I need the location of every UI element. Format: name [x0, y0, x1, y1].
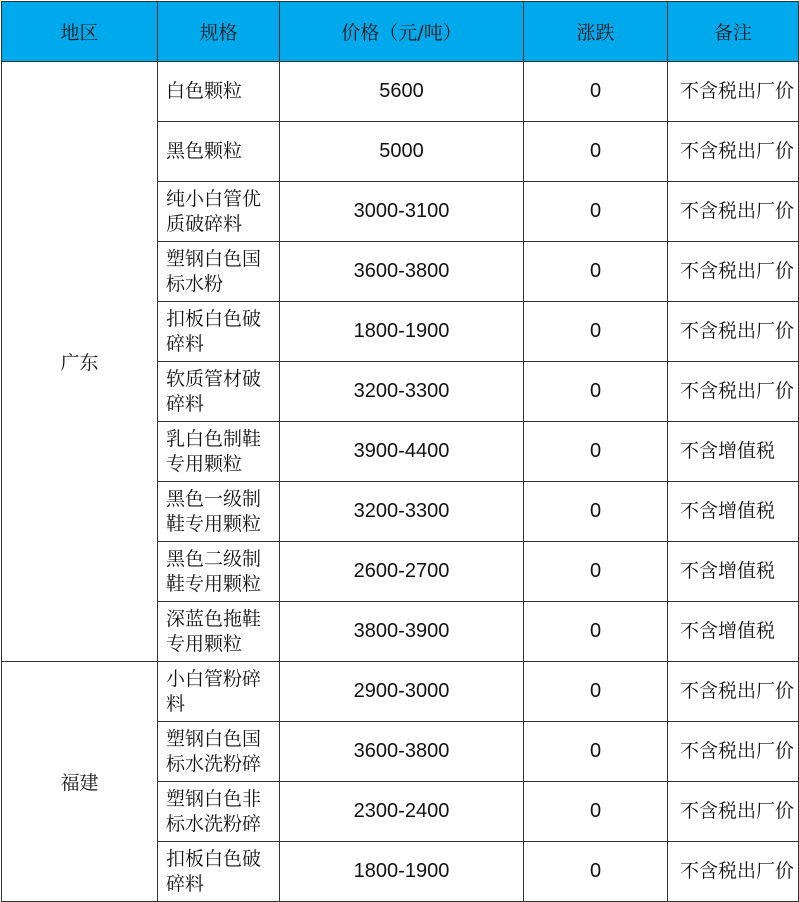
spec-cell — [158, 782, 280, 842]
spec-cell — [158, 242, 280, 302]
header-region: 地区 — [2, 2, 158, 62]
change-cell: 0 — [524, 542, 668, 602]
change-cell: 0 — [524, 422, 668, 482]
spec-cell — [158, 362, 280, 422]
spec-cell — [158, 122, 280, 182]
spec-text: 扣板白色破碎料 — [166, 307, 262, 355]
spec-cell — [158, 842, 280, 902]
header-change: 涨跌 — [524, 2, 668, 62]
spec-cell — [158, 182, 280, 242]
price-cell: 2900-3000 — [280, 662, 524, 722]
spec-text: 黑色二级制鞋专用颗粒 — [166, 547, 262, 595]
change-cell: 0 — [524, 782, 668, 842]
note-cell: 不含税出厂价 — [668, 122, 799, 182]
spec-cell — [158, 482, 280, 542]
price-cell: 3000-3100 — [280, 182, 524, 242]
spec-text: 白色颗粒 — [166, 80, 243, 102]
note-cell: 不含税出厂价 — [668, 182, 799, 242]
header-note: 备注 — [668, 2, 799, 62]
price-cell: 5000 — [280, 122, 524, 182]
spec-text: 乳白色制鞋专用颗粒 — [166, 427, 262, 475]
spec-cell — [158, 722, 280, 782]
table-header — [2, 2, 799, 62]
price-cell: 3600-3800 — [280, 242, 524, 302]
spec-cell — [158, 662, 280, 722]
note-cell: 不含增值税 — [668, 542, 799, 602]
region-cell: 广东 — [2, 62, 158, 662]
table-body — [2, 62, 799, 902]
spec-cell — [158, 542, 280, 602]
header-row — [2, 2, 799, 62]
spec-cell — [158, 602, 280, 662]
price-cell: 5600 — [280, 62, 524, 122]
spec-text: 黑色颗粒 — [166, 140, 243, 162]
price-table — [1, 1, 799, 902]
change-cell: 0 — [524, 302, 668, 362]
note-cell: 不含税出厂价 — [668, 722, 799, 782]
change-cell: 0 — [524, 62, 668, 122]
note-cell: 不含税出厂价 — [668, 362, 799, 422]
change-cell: 0 — [524, 122, 668, 182]
spec-text: 塑钢白色国标水粉 — [166, 247, 262, 295]
change-cell: 0 — [524, 602, 668, 662]
price-cell: 3800-3900 — [280, 602, 524, 662]
spec-text: 扣板白色破碎料 — [166, 847, 262, 895]
note-cell: 不含税出厂价 — [668, 302, 799, 362]
change-cell: 0 — [524, 242, 668, 302]
note-cell: 不含税出厂价 — [668, 62, 799, 122]
price-cell: 3200-3300 — [280, 362, 524, 422]
change-cell: 0 — [524, 482, 668, 542]
table-row — [2, 62, 799, 122]
spec-cell — [158, 302, 280, 362]
spec-text: 软质管材破碎料 — [166, 367, 262, 415]
header-price: 价格（元/吨） — [280, 2, 524, 62]
spec-text: 塑钢白色国标水洗粉碎 — [166, 727, 262, 775]
note-cell: 不含增值税 — [668, 422, 799, 482]
header-spec: 规格 — [158, 2, 280, 62]
spec-cell — [158, 422, 280, 482]
region-cell: 福建 — [2, 662, 158, 902]
spec-text: 纯小白管优质破碎料 — [166, 187, 262, 235]
spec-text: 塑钢白色非标水洗粉碎 — [166, 787, 262, 835]
spec-text: 深蓝色拖鞋专用颗粒 — [166, 607, 262, 655]
change-cell: 0 — [524, 362, 668, 422]
price-cell: 1800-1900 — [280, 302, 524, 362]
note-cell: 不含税出厂价 — [668, 842, 799, 902]
price-cell: 2300-2400 — [280, 782, 524, 842]
change-cell: 0 — [524, 722, 668, 782]
note-cell: 不含税出厂价 — [668, 662, 799, 722]
price-cell: 3200-3300 — [280, 482, 524, 542]
price-cell: 2600-2700 — [280, 542, 524, 602]
change-cell: 0 — [524, 842, 668, 902]
note-cell: 不含增值税 — [668, 602, 799, 662]
change-cell: 0 — [524, 182, 668, 242]
table-row — [2, 662, 799, 722]
spec-text: 小白管粉碎料 — [166, 667, 262, 715]
price-cell: 3900-4400 — [280, 422, 524, 482]
price-cell: 1800-1900 — [280, 842, 524, 902]
change-cell: 0 — [524, 662, 668, 722]
spec-cell — [158, 62, 280, 122]
price-cell: 3600-3800 — [280, 722, 524, 782]
note-cell: 不含税出厂价 — [668, 782, 799, 842]
note-cell: 不含增值税 — [668, 482, 799, 542]
spec-text: 黑色一级制鞋专用颗粒 — [166, 487, 262, 535]
note-cell: 不含税出厂价 — [668, 242, 799, 302]
